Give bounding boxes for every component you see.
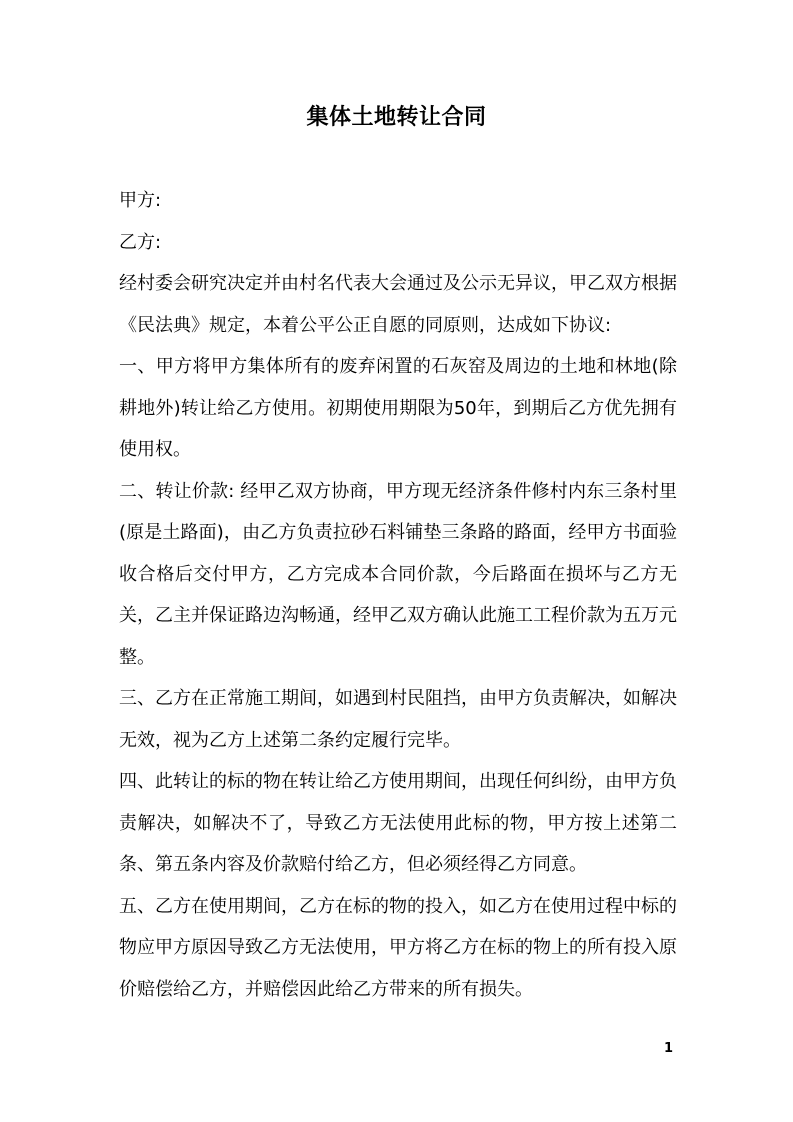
paragraph-clause-4: 四、此转让的标的物在转让给乙方使用期间，出现任何纠纷，由甲方负责解决，如解决不了，导致乙方无法使用此标的物，甲方按上述第二条、第五条内容及价款赔付给乙方，但必须经得乙方同意。 <box>119 771 677 875</box>
party-b-line: 乙方: <box>119 231 162 253</box>
paragraph-clause-1: 一、甲方将甲方集体所有的废弃闲置的石灰窑及周边的土地和林地(除耕地外)转让给乙方使用。初期使用期限为50年，到期后乙方优先拥有使用权。 <box>119 356 677 460</box>
party-a-line: 甲方: <box>119 190 162 211</box>
document-body <box>119 180 677 1010</box>
paragraph-clause-5: 五、乙方在使用期间，乙方在标的物的投入，如乙方在使用过程中标的物应甲方原因导致乙方无法使用，甲方将乙方在标的物上的所有投入原价赔偿给乙方，并赔偿因此给乙方带来的所有损失。 <box>119 895 677 1000</box>
document-title: 集体土地转让合同 <box>306 105 487 130</box>
paragraph-intro: 经村委会研究决定并由村名代表大会通过及公示无异议，甲乙双方根据《民法典》规定，本着公平公正自愿的同原则，达成如下协议: <box>119 273 677 336</box>
paragraph-clause-3: 三、乙方在正常施工期间，如遇到村民阻挡，由甲方负责解决，如解决无效，视为乙方上述第二条约定履行完毕。 <box>119 688 677 751</box>
paragraph-clause-2: 二、转让价款: 经甲乙双方协商，甲方现无经济条件修村内东三条村里(原是土路面)，由乙方负责拉砂石料铺垫三条路的路面，经甲方书面验收合格后交付甲方，乙方完成本合同价款，今后路面在损坏与乙方无关，乙主并保证路边沟畅通，经甲乙双方确认此施工工程价款为五万元整。 <box>119 480 677 668</box>
page-number: 1 <box>664 1041 674 1056</box>
